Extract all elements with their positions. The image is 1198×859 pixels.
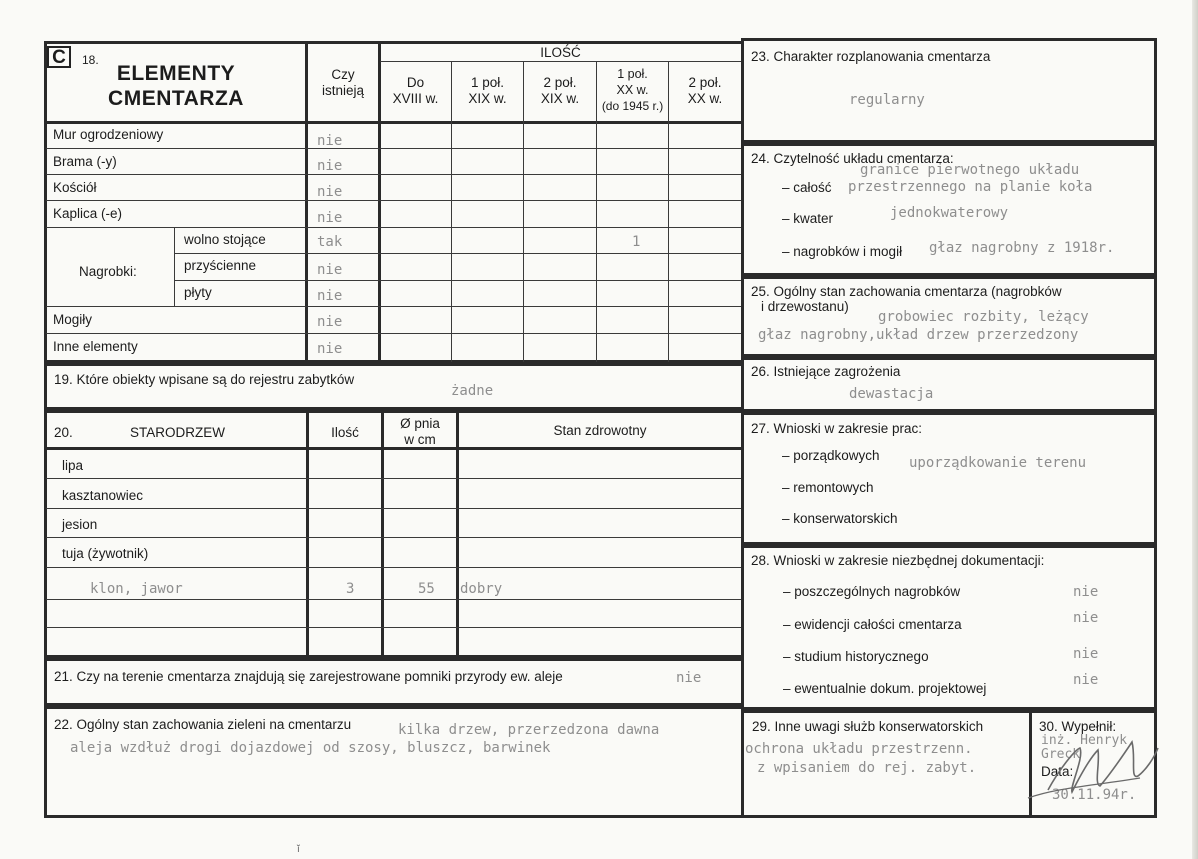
section-27-item-2: – remontowych: [782, 480, 874, 495]
row-mogily-label: Mogiły: [53, 312, 93, 327]
section-20-title: STARODRZEW: [130, 425, 225, 440]
row-plyty-label: płyty: [184, 285, 212, 300]
section-28-item-1: – poszczególnych nagrobków: [783, 584, 961, 599]
row-brama-value: nie: [317, 158, 343, 174]
row-line: [46, 174, 741, 175]
section-28-item-3: – studium historycznego: [783, 649, 929, 664]
section-25-value-2: głaz nagrobny,układ drzew przerzedzony: [758, 327, 1079, 343]
section-27-item-1: – porządkowych: [782, 448, 880, 463]
col-exists-header-2: istnieją: [321, 83, 365, 98]
section-20-number: 20.: [54, 425, 73, 440]
section-18-title-line2: CMENTARZA: [108, 87, 244, 110]
tree-diam-header-2: w cm: [404, 432, 436, 447]
row-line: [46, 508, 741, 509]
signature: [1020, 728, 1160, 808]
col-line: [523, 62, 524, 362]
section-21-value: nie: [676, 670, 702, 686]
col-1pol-xx-1: 1 poł.: [617, 67, 648, 81]
tree-health-header: Stan zdrowotny: [553, 423, 647, 438]
col-1pol-xix-1: 1 poł.: [470, 75, 505, 90]
section-24-quarters-value: jednokwaterowy: [890, 205, 1009, 221]
section-29-label: 29. Inne uwagi służb konserwatorskich: [752, 719, 984, 734]
row-plyty-value: nie: [317, 288, 343, 304]
section-30-date: 30.11.94r.: [1052, 787, 1137, 803]
col-2pol-xx-1: 2 poł.: [688, 75, 722, 90]
section-22-value-line2: aleja wzdłuż drogi dojazdowej od szosy, bluszcz, barwinek: [70, 740, 551, 756]
section-21-label: 21. Czy na terenie cmentarza znajdują się zarejestrowane pomniki przyrody ew. aleje: [54, 669, 563, 684]
section-29-value-2: z wpisaniem do rej. zabyt.: [757, 760, 977, 776]
row-line: [46, 567, 741, 568]
tree-entry-name: klon, jawor: [90, 581, 183, 597]
section-24-graves-label: – nagrobków i mogił: [782, 244, 903, 259]
row-line: [46, 599, 741, 600]
section-30-label: 30. Wypełnił:: [1039, 719, 1117, 734]
section-18-number: 18.: [82, 53, 99, 67]
row-mur-value: nie: [317, 133, 343, 149]
row-kosciol-label: Kościół: [53, 180, 97, 195]
row-przyscienne-label: przyścienne: [184, 258, 257, 273]
row-line: [46, 148, 741, 149]
row-line: [46, 306, 741, 307]
tree-tuja: tuja (żywotnik): [62, 546, 149, 561]
row-line: [46, 627, 741, 628]
row-line: [46, 333, 741, 334]
row-line: [46, 200, 741, 201]
tree-jesion: jesion: [62, 517, 98, 532]
col-2pol-xix-1: 2 poł.: [543, 75, 577, 90]
row-line: [46, 227, 741, 228]
row-kosciol-value: nie: [317, 184, 343, 200]
col-exists-header-1: Czy: [331, 67, 355, 82]
section-30-name: inż. Henryk Greck: [1041, 733, 1128, 762]
section-22-value-line1: kilka drzew, przerzedzona dawna: [398, 722, 660, 738]
nagrobki-divider: [174, 227, 175, 306]
section-27-value: uporządkowanie terenu: [909, 455, 1087, 471]
row-line: [175, 280, 741, 281]
ilosc-divider: [380, 61, 741, 62]
tree-entry-health: dobry: [460, 581, 503, 597]
tree-diam-header-1: Ø pnia: [400, 416, 440, 431]
section-25-value-1: grobowiec rozbity, leżący: [878, 309, 1089, 325]
section-23-label: 23. Charakter rozplanowania cmentarza: [751, 49, 991, 64]
section-30-date-label: Data:: [1041, 764, 1074, 779]
row-mur-label: Mur ogrodzeniowy: [53, 127, 164, 142]
section-24-whole-label: – całość: [782, 180, 832, 195]
row-inne-label: Inne elementy: [53, 339, 138, 354]
paper-edge: [1192, 0, 1198, 859]
section-28-label: 28. Wnioski w zakresie niezbędnej dokumentacji:: [751, 553, 1045, 568]
section-24-quarters-label: – kwater: [782, 211, 834, 226]
section-28-value-4: nie: [1073, 672, 1099, 688]
row-line: [175, 253, 741, 254]
section-19-label: 19. Które obiekty wpisane są do rejestru zabytków: [54, 372, 355, 387]
tree-lipa: lipa: [62, 458, 84, 473]
tree-kasztanowiec: kasztanowiec: [62, 488, 144, 503]
row-przyscienne-value: nie: [317, 262, 343, 278]
section-26-label: 26. Istniejące zagrożenia: [751, 364, 901, 379]
ilosc-header: ILOŚĆ: [540, 45, 581, 60]
section-25-label-2: i drzewostanu): [761, 299, 849, 314]
col-2pol-xx-2: XX w.: [687, 91, 723, 106]
section-22-label: 22. Ogólny stan zachowania zieleni na cmentarzu: [54, 717, 352, 732]
stray-mark: ĭ: [297, 844, 300, 855]
row-mogily-value: nie: [317, 314, 343, 330]
col-1pol-xix-2: XIX w.: [468, 91, 507, 106]
section-24-overlay: granice pierwotnego układu: [860, 162, 1080, 178]
col-2pol-xix-2: XIX w.: [540, 91, 580, 106]
row-wolno-count: 1: [632, 234, 641, 250]
row-nagrobki-label: Nagrobki:: [79, 264, 137, 279]
section-25-label-1: 25. Ogólny stan zachowania cmentarza (nagrobków: [751, 284, 1062, 299]
row-brama-label: Brama (-y): [53, 154, 117, 169]
section-24-graves-value: głaz nagrobny z 1918r.: [929, 240, 1115, 256]
row-wolno-label: wolno stojące: [184, 232, 266, 247]
col-line: [451, 62, 452, 362]
header-divider: [44, 121, 741, 124]
row-kaplica-value: nie: [317, 210, 343, 226]
col-line: [668, 62, 669, 362]
section-28-item-4: – ewentualnie dokum. projektowej: [783, 681, 987, 696]
section-28-value-1: nie: [1073, 584, 1099, 600]
section-29-value-1: ochrona układu przestrzenn.: [745, 741, 973, 757]
section-26-value: dewastacja: [849, 386, 934, 402]
section-28-item-2: – ewidencji całości cmentarza: [783, 617, 962, 632]
form-letter: C: [47, 46, 71, 68]
row-wolno-value: tak: [317, 234, 343, 250]
tree-qty-header: Ilość: [331, 425, 359, 440]
row-line: [46, 537, 741, 538]
section-23-value: regularny: [849, 92, 925, 108]
row-line: [46, 478, 741, 479]
section-24-label: 24. Czytelność układu cmentarza:: [751, 151, 954, 166]
section-28-value-2: nie: [1073, 610, 1099, 626]
section-28-value-3: nie: [1073, 646, 1099, 662]
col-xviii-2: XVIII w.: [392, 91, 439, 106]
row-inne-value: nie: [317, 341, 343, 357]
col-xviii-1: Do: [406, 75, 425, 90]
row-kaplica-label: Kaplica (-e): [53, 206, 123, 221]
section-27-label: 27. Wnioski w zakresie prac:: [751, 421, 923, 436]
tree-entry-qty: 3: [346, 581, 355, 597]
col-1pol-xx-3: (do 1945 r.): [601, 99, 664, 113]
section-19-value: żadne: [451, 383, 494, 399]
col-1pol-xx-2: XX w.: [616, 83, 649, 97]
section-27-item-3: – konserwatorskich: [782, 511, 898, 526]
section-24-whole-value: przestrzennego na planie koła: [848, 179, 1093, 195]
tree-entry-diam: 55: [418, 581, 435, 597]
section-18-title-line1: ELEMENTY: [116, 62, 236, 85]
